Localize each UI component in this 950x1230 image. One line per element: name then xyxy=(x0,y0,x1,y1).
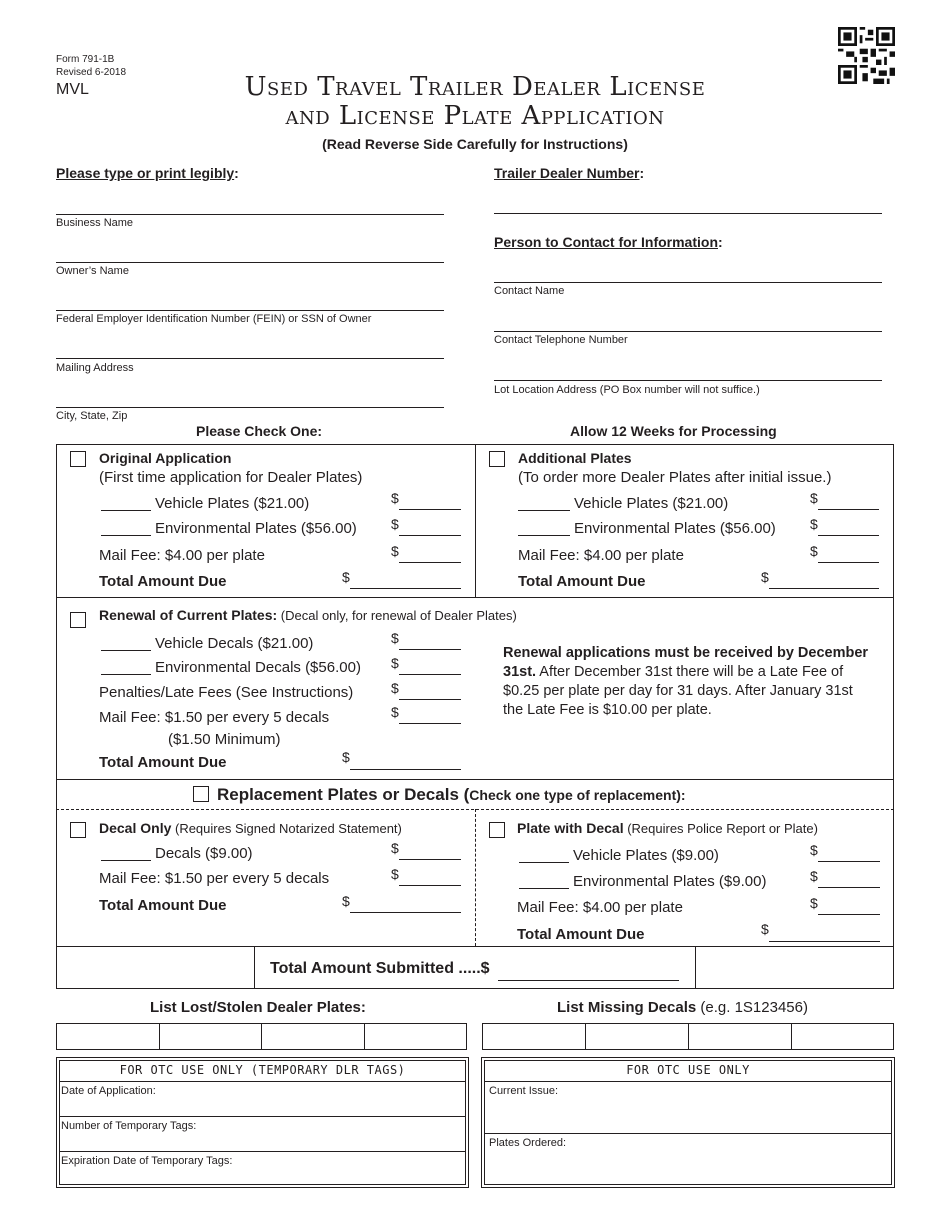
contact-phone-field[interactable] xyxy=(494,331,882,332)
dollar-sign: $ xyxy=(810,543,818,559)
lost-plate-entry[interactable] xyxy=(262,1024,363,1049)
decal-only-decals-label: Decals ($9.00) xyxy=(155,845,253,862)
additional-mail-fee-amount-field[interactable] xyxy=(818,562,879,563)
form-number: Form 791-1B xyxy=(56,54,115,65)
additional-plates-checkbox[interactable] xyxy=(489,451,505,467)
original-application-title: Original Application xyxy=(99,450,232,466)
expiration-temporary-tags-label: Expiration Date of Temporary Tags: xyxy=(61,1155,233,1167)
business-name-field[interactable] xyxy=(56,214,444,215)
otc-right-divider xyxy=(484,1133,892,1134)
decal-only-decals-amount-field[interactable] xyxy=(399,859,461,860)
decal-only-total-amount-field[interactable] xyxy=(350,912,461,913)
dollar-sign: $ xyxy=(391,516,399,532)
additional-vehicle-qty-field[interactable] xyxy=(518,510,570,511)
plate-decal-total-label: Total Amount Due xyxy=(517,926,645,943)
otc-left-divider xyxy=(59,1081,466,1082)
dollar-sign: $ xyxy=(810,842,818,858)
check-one-heading: Please Check One: xyxy=(196,423,323,439)
additional-total-label: Total Amount Due xyxy=(518,573,646,590)
owners-name-field[interactable] xyxy=(56,262,444,263)
dollar-sign: $ xyxy=(391,704,399,720)
plate-decal-environmental-amount-field[interactable] xyxy=(818,887,880,888)
decal-only-title: Decal Only (Requires Signed Notarized Statement) xyxy=(99,820,402,836)
lot-location-field[interactable] xyxy=(494,380,882,381)
additional-vehicle-amount-field[interactable] xyxy=(818,509,879,510)
renewal-title: Renewal of Current Plates: (Decal only, for renewal of Dealer Plates) xyxy=(99,607,517,623)
plate-decal-environmental-label: Environmental Plates ($9.00) xyxy=(573,873,767,890)
original-mail-fee-label: Mail Fee: $4.00 per plate xyxy=(99,547,265,564)
otc-left-divider xyxy=(59,1116,466,1117)
dealer-number-field[interactable] xyxy=(494,213,882,214)
replacement-checkbox[interactable] xyxy=(193,786,209,802)
dollar-sign: $ xyxy=(391,490,399,506)
decal-only-mail-fee-label: Mail Fee: $1.50 per every 5 decals xyxy=(99,870,330,887)
dollar-sign: $ xyxy=(342,569,350,585)
renewal-checkbox[interactable] xyxy=(70,612,86,628)
missing-decal-entry[interactable] xyxy=(483,1024,584,1049)
additional-environmental-amount-field[interactable] xyxy=(818,535,879,536)
otc-use-inner xyxy=(484,1060,892,1185)
original-environmental-qty-field[interactable] xyxy=(101,535,151,536)
dollar-sign: $ xyxy=(810,516,818,532)
fein-field[interactable] xyxy=(56,310,444,311)
original-environmental-label: Environmental Plates ($56.00) xyxy=(155,520,357,537)
additional-environmental-qty-field[interactable] xyxy=(518,535,570,536)
divider xyxy=(56,597,894,598)
plate-decal-environmental-qty-field[interactable] xyxy=(519,888,569,889)
plate-decal-mail-fee-amount-field[interactable] xyxy=(818,914,880,915)
dollar-sign: $ xyxy=(391,840,399,856)
lost-plate-entry[interactable] xyxy=(57,1024,158,1049)
lost-plate-entry[interactable] xyxy=(160,1024,260,1049)
otc-left-heading: FOR OTC USE ONLY (TEMPORARY DLR TAGS) xyxy=(119,1063,406,1077)
otc-right-heading: FOR OTC USE ONLY xyxy=(626,1063,750,1077)
fein-label: Federal Employer Identification Number (FEIN) or SSN of Owner xyxy=(56,313,372,325)
original-total-label: Total Amount Due xyxy=(99,573,227,590)
lost-plate-entry[interactable] xyxy=(365,1024,465,1049)
decal-only-total-label: Total Amount Due xyxy=(99,897,227,914)
contact-name-field[interactable] xyxy=(494,282,882,283)
dollar-sign: $ xyxy=(810,868,818,884)
additional-plates-title: Additional Plates xyxy=(518,450,632,466)
replacement-title: Replacement Plates or Decals (Check one type of replacement): xyxy=(217,785,686,804)
contact-name-label: Contact Name xyxy=(494,285,565,297)
plate-decal-total-amount-field[interactable] xyxy=(769,941,880,942)
total-submitted-amount-field[interactable] xyxy=(498,980,679,981)
renewal-environmental-amount-field[interactable] xyxy=(399,674,461,675)
agency-code: MVL xyxy=(56,81,89,98)
city-state-zip-label: City, State, Zip xyxy=(56,410,128,422)
dollar-sign: $ xyxy=(391,655,399,671)
contact-heading: Person to Contact for Information: xyxy=(494,234,723,250)
dollar-sign: $ xyxy=(342,893,350,909)
city-state-zip-field[interactable] xyxy=(56,407,444,408)
original-vehicle-label: Vehicle Plates ($21.00) xyxy=(155,495,310,512)
missing-decals-heading: List Missing Decals (e.g. 1S123456) xyxy=(557,999,808,1016)
revised-date: Revised 6-2018 xyxy=(56,67,127,78)
dollar-sign: $ xyxy=(810,895,818,911)
lot-location-label: Lot Location Address (PO Box number will not suffice.) xyxy=(494,384,760,396)
divider xyxy=(56,946,894,947)
original-total-amount-field[interactable] xyxy=(350,588,461,589)
dollar-sign: $ xyxy=(391,543,399,559)
divider xyxy=(475,444,476,597)
current-issue-label: Current Issue: xyxy=(489,1085,559,1097)
divider xyxy=(254,946,255,989)
plates-ordered-label: Plates Ordered: xyxy=(489,1137,567,1149)
renewal-vehicle-qty-field[interactable] xyxy=(101,650,151,651)
lost-stolen-heading: List Lost/Stolen Dealer Plates: xyxy=(150,999,366,1016)
business-name-label: Business Name xyxy=(56,217,134,229)
decal-only-mail-fee-amount-field[interactable] xyxy=(399,885,461,886)
missing-decal-entry[interactable] xyxy=(586,1024,687,1049)
plate-decal-vehicle-qty-field[interactable] xyxy=(519,862,569,863)
plate-decal-vehicle-amount-field[interactable] xyxy=(818,861,880,862)
additional-environmental-label: Environmental Plates ($56.00) xyxy=(574,520,776,537)
renewal-environmental-label: Environmental Decals ($56.00) xyxy=(155,659,361,676)
original-vehicle-amount-field[interactable] xyxy=(399,509,461,510)
renewal-deadline-notice: Renewal applications must be received by December 31st. After December 31st there will be a Late Fee of $0.25 per plate per day for 31 days. After January 31st the Late Fee is $10.00 per plate. xyxy=(503,645,869,718)
dealer-number-heading: Trailer Dealer Number: xyxy=(494,165,645,181)
renewal-total-label: Total Amount Due xyxy=(99,754,227,771)
original-application-subtitle: (First time application for Dealer Plates) xyxy=(99,469,363,486)
mailing-address-label: Mailing Address xyxy=(56,362,134,374)
divider xyxy=(56,779,894,780)
page-subtitle: (Read Reverse Side Carefully for Instructions) xyxy=(322,136,628,152)
renewal-environmental-qty-field[interactable] xyxy=(101,674,151,675)
dollar-sign: $ xyxy=(391,866,399,882)
original-mail-fee-amount-field[interactable] xyxy=(399,562,461,563)
additional-vehicle-label: Vehicle Plates ($21.00) xyxy=(574,495,729,512)
missing-decal-entry[interactable] xyxy=(792,1024,892,1049)
additional-total-amount-field[interactable] xyxy=(769,588,879,589)
plate-decal-vehicle-label: Vehicle Plates ($9.00) xyxy=(573,847,719,864)
plate-with-decal-title: Plate with Decal (Requires Police Report or Plate) xyxy=(517,820,818,836)
number-temporary-tags-label: Number of Temporary Tags: xyxy=(61,1120,197,1132)
otc-left-divider xyxy=(59,1151,466,1152)
total-submitted-label: Total Amount Submitted .....$ xyxy=(270,960,490,977)
date-of-application-label: Date of Application: xyxy=(61,1085,156,1097)
renewal-vehicle-amount-field[interactable] xyxy=(399,649,461,650)
renewal-vehicle-label: Vehicle Decals ($21.00) xyxy=(155,635,314,652)
dollar-sign: $ xyxy=(342,749,350,765)
page-title-line2: and License Plate Application xyxy=(285,101,665,131)
plate-with-decal-checkbox[interactable] xyxy=(489,822,505,838)
legibly-heading: Please type or print legibly: xyxy=(56,165,239,181)
dollar-sign: $ xyxy=(810,490,818,506)
additional-plates-subtitle: (To order more Dealer Plates after initial issue.) xyxy=(518,469,832,486)
additional-mail-fee-label: Mail Fee: $4.00 per plate xyxy=(518,547,684,564)
page-title-line1: Used Travel Trailer Dealer License xyxy=(244,72,706,102)
otc-right-divider xyxy=(484,1081,892,1082)
plate-decal-mail-fee-label: Mail Fee: $4.00 per plate xyxy=(517,899,683,916)
renewal-mail-fee-minimum: ($1.50 Minimum) xyxy=(168,731,281,748)
divider xyxy=(695,946,696,989)
renewal-penalties-label: Penalties/Late Fees (See Instructions) xyxy=(99,684,354,701)
renewal-total-amount-field[interactable] xyxy=(350,769,461,770)
decal-only-qty-field[interactable] xyxy=(101,860,151,861)
owners-name-label: Owner’s Name xyxy=(56,265,129,277)
divider xyxy=(475,809,476,946)
mailing-address-field[interactable] xyxy=(56,358,444,359)
dollar-sign: $ xyxy=(391,630,399,646)
renewal-mail-fee-label: Mail Fee: $1.50 per every 5 decals xyxy=(99,709,330,726)
renewal-mail-fee-amount-field[interactable] xyxy=(399,723,461,724)
decal-only-checkbox[interactable] xyxy=(70,822,86,838)
dollar-sign: $ xyxy=(761,921,769,937)
missing-decal-entry[interactable] xyxy=(689,1024,790,1049)
renewal-penalties-amount-field[interactable] xyxy=(399,699,461,700)
original-application-checkbox[interactable] xyxy=(70,451,86,467)
dollar-sign: $ xyxy=(391,680,399,696)
processing-time-heading: Allow 12 Weeks for Processing xyxy=(570,423,777,439)
original-environmental-amount-field[interactable] xyxy=(399,535,461,536)
dollar-sign: $ xyxy=(761,569,769,585)
contact-phone-label: Contact Telephone Number xyxy=(494,334,628,346)
original-vehicle-qty-field[interactable] xyxy=(101,510,151,511)
